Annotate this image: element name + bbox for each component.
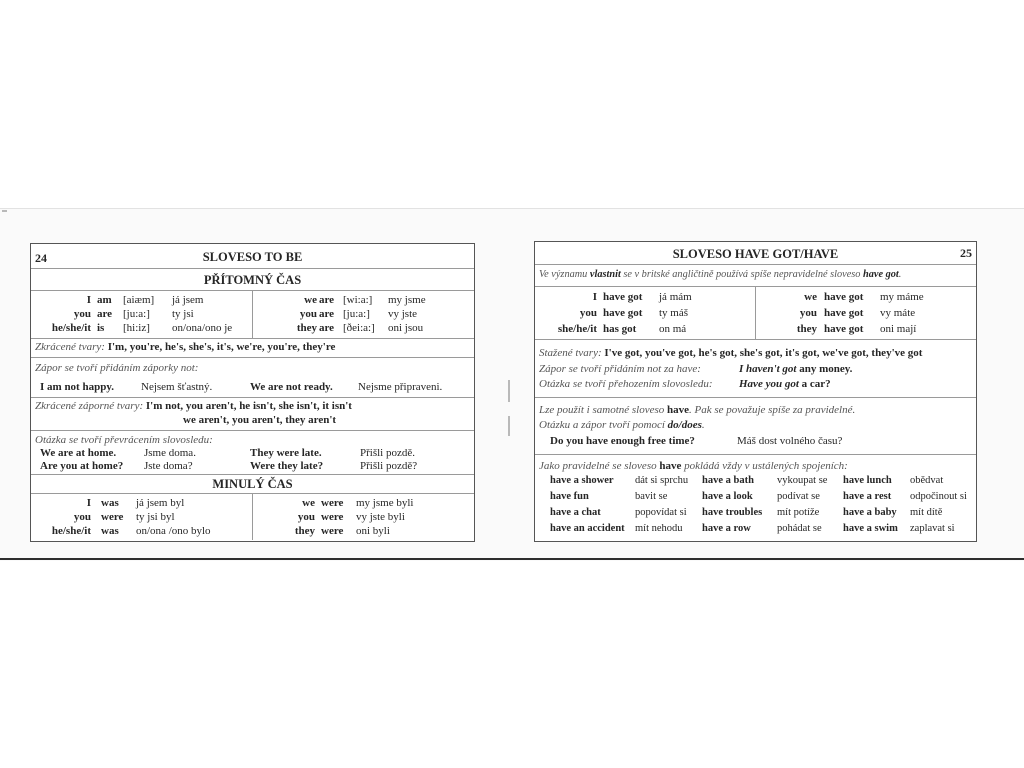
divider [31,397,474,398]
subject: I [86,497,91,509]
verb: have got [824,323,864,335]
divider [535,454,976,455]
subject: you [73,511,91,523]
intro-note [539,268,901,282]
short-forms-text: I'm, you're, he's, she's, it's, we're, you're, they're [107,341,336,353]
divider [31,357,474,358]
negation-note: Zápor se tvoří přidáním not za have: [539,363,701,375]
phrases-keyword: have [659,460,682,472]
have-alone-text: . Pak se považuje spíše za pravidelné. [689,404,856,416]
divider [535,264,976,265]
phrase-czech: mít dítě [910,507,943,518]
phrase-czech: dát si sprchu [635,475,689,486]
scan-edge-line [0,558,1024,560]
subject: he/she/it [51,525,91,537]
heading-present-tense: PŘÍTOMNÝ ČAS [203,273,302,287]
question-example-czech: Přišli pozdě. [360,447,415,459]
subject: they [294,525,315,537]
czech-translation: on/ona /ono bylo [136,525,211,537]
column-divider [755,286,756,339]
verb: were [101,511,124,523]
pronunciation: [ju:a:] [343,308,370,320]
phrase-czech: obědvat [910,475,944,486]
phrase-czech: mít nehodu [635,523,683,534]
negative-short-forms-line [35,399,352,413]
verb: are [97,308,113,320]
contracted-forms-text: I've got, you've got, he's got, she's got, it's got, we've got, they've got [604,347,923,359]
subject: we [804,291,817,303]
have-alone-text: Lze použít i samotné sloveso [539,404,668,416]
phrase-czech: odpočinout si [910,491,967,502]
page-number-25: 25 [960,246,972,260]
czech-translation: on má [659,323,687,335]
question-example-rest: a car? [798,378,831,390]
czech-translation: vy jste byli [356,511,405,523]
negative-short-forms-2: we aren't, you aren't, they aren't [183,414,337,426]
intro-keyword: vlastnit [589,269,621,280]
phrase: have an accident [550,523,625,534]
czech-translation: já jsem [172,294,204,306]
subject: she/he/it [557,323,597,335]
negation-example: I haven't got [739,363,797,375]
verb: was [101,497,119,509]
contracted-forms-label: Stažené tvary: [539,347,602,359]
pronunciation: [aiæm] [123,294,155,306]
negation-example-rest: any money. [796,363,853,375]
divider [535,397,976,398]
divider [31,268,474,269]
subject: you [297,511,315,523]
intro-text: se v britské angličtině používá spíše nepravidelné sloveso [620,269,864,280]
question-example: Were they late? [250,460,324,472]
verb: are [319,294,335,306]
title-sloveso-to-be: SLOVESO TO BE [202,250,303,264]
negation-example-1: I am not happy. [40,381,114,393]
czech-translation: ty jsi [172,308,194,320]
subject: you [799,307,817,319]
question-example: We are at home. [40,447,117,459]
phrases-note [539,459,848,473]
question-example-czech: Jsme doma. [144,447,196,459]
phrase: have a row [702,523,751,534]
negation-note: Zápor se tvoří přidáním záporky not: [35,362,199,374]
phrase: have troubles [702,507,763,518]
phrase-czech: bavit se [635,491,668,502]
verb: have got [824,307,864,319]
verb: am [97,294,112,306]
page-24-card [30,243,475,542]
czech-translation: já jsem byl [136,497,185,509]
subject: you [299,308,317,320]
pronunciation: [ju:a:] [123,308,150,320]
intro-text: . [898,269,902,280]
verb: have got [824,291,864,303]
verb: have got [603,307,643,319]
subject: you [579,307,597,319]
phrase-czech: mít potíže [777,507,820,518]
do-does-text: Otázku a zápor tvoří pomocí [539,419,668,431]
phrase-czech: podívat se [777,491,820,502]
do-does-text: . [701,419,705,431]
scan-dot [2,210,7,212]
subject: he/she/it [51,322,91,334]
column-divider [252,493,253,540]
phrase-czech: pohádat se [777,523,822,534]
czech-translation: ty máš [659,307,689,319]
title-sloveso-have-got: SLOVESO HAVE GOT/HAVE [672,247,839,261]
subject: they [796,323,817,335]
pronunciation: [wi:a:] [343,294,373,306]
negation-line [539,362,852,376]
verb: were [321,497,344,509]
binding-mark-lower [508,416,510,436]
pronunciation: [ðei:a:] [343,322,375,334]
short-forms-line [35,340,335,354]
phrase: have fun [550,491,589,502]
czech-translation: my jsme [388,294,426,306]
column-divider [252,290,253,338]
divider [31,430,474,431]
subject: we [304,294,317,306]
negative-short-forms-label: Zkrácené záporné tvary: [35,400,144,412]
question-example-czech: Jste doma? [144,460,193,472]
czech-translation: oni jsou [388,322,424,334]
question-example-czech: Přišli pozdě? [360,460,418,472]
phrase: have a shower [550,475,614,486]
verb: are [319,322,335,334]
verb: has got [603,323,637,335]
heading-past-tense: MINULÝ ČAS [212,477,293,491]
czech-translation: my jsme byli [356,497,414,509]
phrase: have a chat [550,507,601,518]
subject: I [592,291,597,303]
czech-translation: já mám [659,291,692,303]
phrase-czech: zaplavat si [910,523,955,534]
divider [31,474,474,475]
phrase: have a baby [843,507,897,518]
czech-translation: my máme [880,291,924,303]
phrase-czech: vykoupat se [777,475,828,486]
phrase: have a swim [843,523,898,534]
negative-short-forms-1: I'm not, you aren't, he isn't, she isn't, it isn't [145,400,352,412]
question-note: Otázka se tvoří přehozením slovosledu: [539,378,713,390]
czech-translation: oni byli [356,525,390,537]
intro-text: Ve významu [539,269,590,280]
phrase: have a bath [702,475,754,486]
negation-example-2: We are not ready. [250,381,333,393]
phrase: have a rest [843,491,892,502]
negation-example-1-czech: Nejsem šťastný. [141,381,213,393]
question-line [539,377,831,391]
verb: were [321,525,344,537]
subject: they [296,322,317,334]
czech-translation: ty jsi byl [136,511,175,523]
have-alone-keyword: have [667,404,690,416]
phrase: have lunch [843,475,892,486]
page-number-24: 24 [35,251,47,265]
question-example: Are you at home? [40,460,124,472]
do-does-note [539,418,705,432]
czech-translation: vy máte [880,307,916,319]
short-forms-label: Zkrácené tvary: [35,341,105,353]
negation-example-2-czech: Nejsme připraveni. [358,381,443,393]
verb: is [97,322,105,334]
phrases-text: Jako pravidelné se sloveso [539,460,660,472]
intro-keyword: have got [863,269,899,280]
verb: are [319,308,335,320]
czech-translation: vy jste [388,308,418,320]
subject: we [302,497,315,509]
verb: were [321,511,344,523]
pronunciation: [hi:iz] [123,322,150,334]
question-example: They were late. [250,447,322,459]
have-alone-note [539,403,855,417]
question-example: Have you got [739,378,799,390]
divider [535,339,976,340]
czech-translation: oni mají [880,323,917,335]
do-does-example-czech: Máš dost volného času? [737,435,843,447]
czech-translation: on/ona/ono je [172,322,233,334]
verb: have got [603,291,643,303]
question-note: Otázka se tvoří převrácením slovosledu: [35,434,213,446]
subject: I [86,294,91,306]
page-25-card [534,241,977,542]
phrases-text: pokládá vždy v ustálených spojeních: [681,460,848,472]
verb: was [101,525,119,537]
do-does-example: Do you have enough free time? [550,435,695,447]
binding-mark-upper [508,380,510,402]
do-does-keyword: do/does [667,419,702,431]
divider [31,338,474,339]
contracted-forms-line [539,346,922,360]
subject: you [73,308,91,320]
phrase-czech: popovídat si [635,507,687,518]
phrase: have a look [702,491,753,502]
